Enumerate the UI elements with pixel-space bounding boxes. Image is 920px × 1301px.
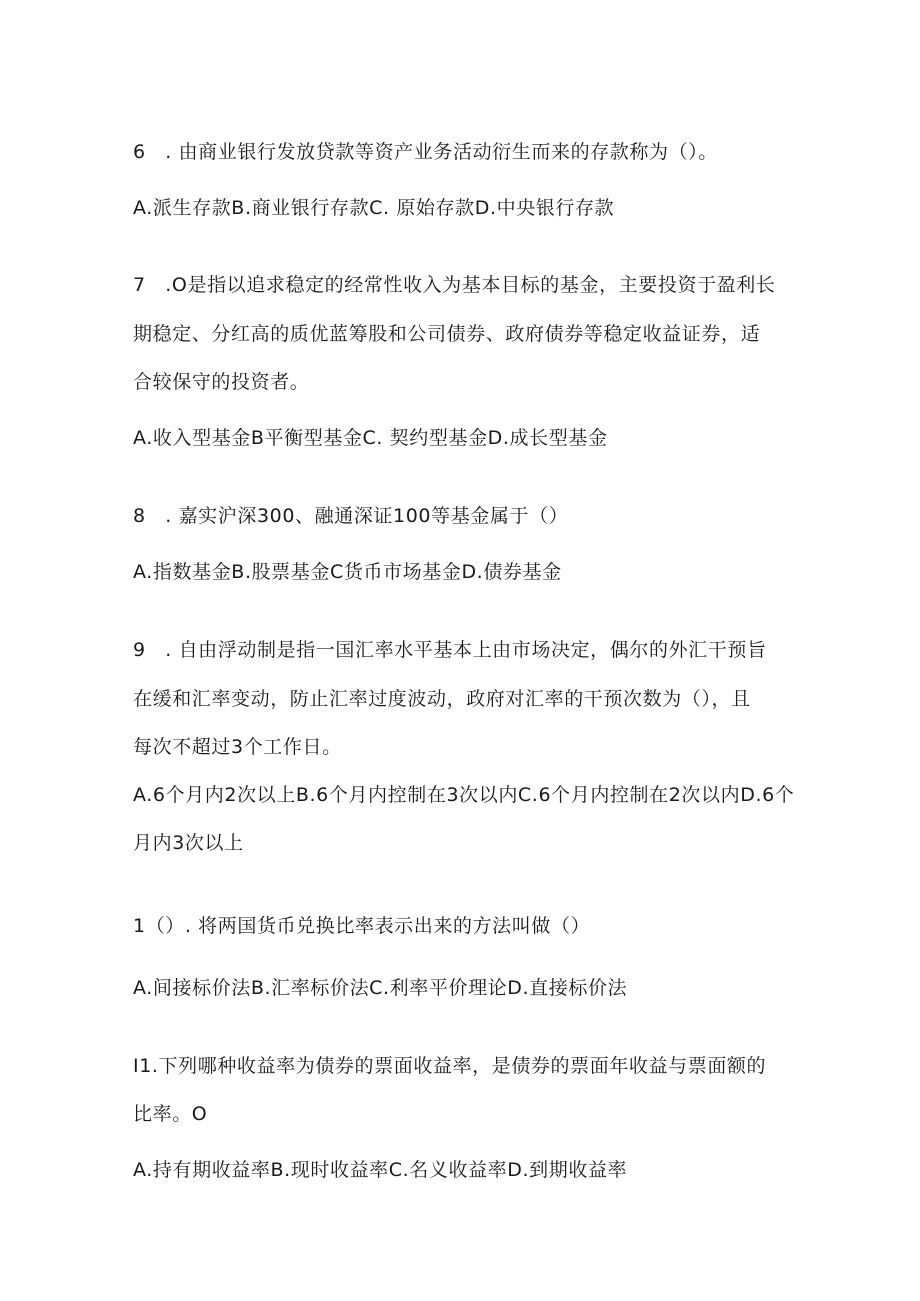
question-11-stem-line-2: 比率。O [133, 1103, 208, 1125]
question-9-stem-line-3: 每次不超过3个工作日。 [133, 736, 342, 758]
question-8-stem: 8 . 嘉实沪深300、融通深证100等基金属于（） [133, 505, 569, 527]
question-7-stem-line-2: 期稳定、分红高的质优蓝筹股和公司债券、政府债券等稳定收益证券，适 [133, 323, 761, 345]
question-9-options-line-1: A.6个月内2次以上B.6个月内控制在3次以内C.6个月内控制在2次以内D.6个 [133, 784, 795, 806]
question-11-stem-line-1: I1.下列哪种收益率为债券的票面收益率，是债券的票面年收益与票面额的 [133, 1055, 767, 1077]
question-10-stem: 1（）. 将两国货币兑换比率表示出来的方法叫做（） [133, 915, 591, 937]
question-11-options: A.持有期收益率B.现时收益率C.名义收益率D.到期收益率 [133, 1159, 628, 1181]
question-6-stem: 6 . 由商业银行发放贷款等资产业务活动衍生而来的存款称为（）。 [133, 141, 718, 163]
question-8-options: A.指数基金B.股票基金C货币市场基金D.债券基金 [133, 561, 562, 583]
question-7-stem-line-1: 7 .O是指以追求稳定的经常性收入为基本目标的基金，主要投资于盈利长 [133, 274, 776, 296]
question-9-stem-line-1: 9 . 自由浮动制是指一国汇率水平基本上由市场决定，偶尔的外汇干预旨 [133, 639, 767, 661]
question-6-options: A.派生存款B.商业银行存款C. 原始存款D.中央银行存款 [133, 197, 615, 219]
question-7-options: A.收入型基金B平衡型基金C. 契约型基金D.成长型基金 [133, 427, 608, 449]
question-10-options: A.间接标价法B.汇率标价法C.利率平价理论D.直接标价法 [133, 977, 628, 999]
question-9-options-line-2: 月内3次以上 [133, 832, 244, 854]
question-9-stem-line-2: 在缓和汇率变动，防止汇率过度波动，政府对汇率的干预次数为（），且 [133, 688, 751, 710]
question-7-stem-line-3: 合较保守的投资者。 [133, 371, 310, 393]
